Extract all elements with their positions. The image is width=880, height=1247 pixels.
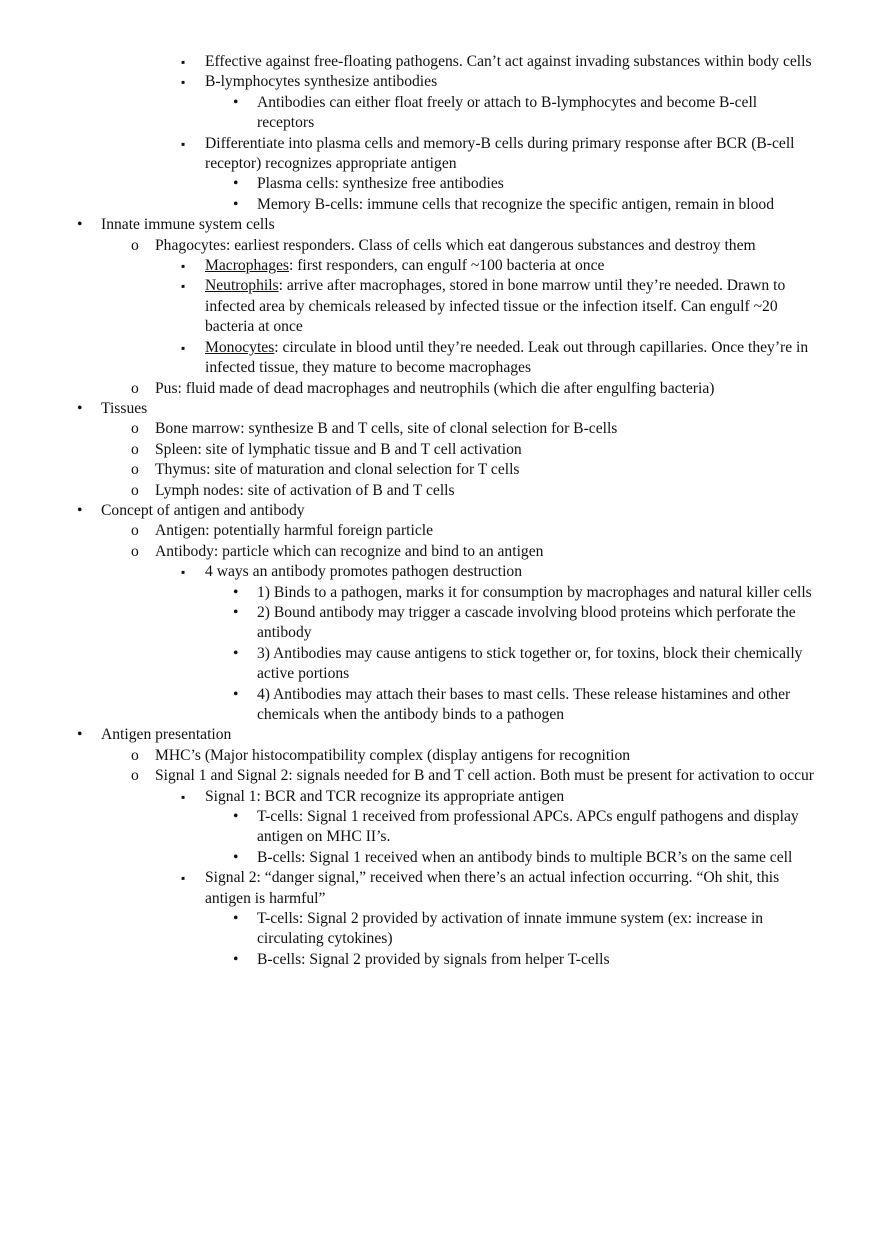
bullet-icon: • <box>77 216 83 234</box>
item-text: T-cells: Signal 2 provided by activation of innate immune system (ex: increase in circulating cytokines) <box>257 910 764 948</box>
bullet-icon: • <box>233 685 239 703</box>
square-bullet-icon: ▪ <box>181 789 186 804</box>
item-text: Antibody: particle which can recognize and bind to an antigen <box>155 542 544 560</box>
list-item <box>0 195 817 215</box>
circle-bullet-icon: o <box>131 522 139 540</box>
bullet-icon: • <box>77 726 83 744</box>
list-item <box>0 848 817 868</box>
list-item <box>0 766 827 786</box>
item-text: 2) Bound antibody may trigger a cascade involving blood proteins which perforate the antibody <box>257 603 796 642</box>
square-bullet-icon: ▪ <box>181 279 186 294</box>
list-item <box>0 256 815 276</box>
circle-bullet-icon: o <box>131 440 139 458</box>
item-text: Bone marrow: synthesize B and T cells, site of clonal selection for B-cells <box>155 420 618 438</box>
list-item <box>0 481 827 501</box>
item-text: Signal 2: “danger signal,” received when there’s an actual infection occurring. “Oh shit, this antigen is harmful” <box>205 869 780 907</box>
item-text: Differentiate into plasma cells and memory-B cells during primary response after BCR (B-cell receptor) recognizes appropriate antigen <box>205 134 795 173</box>
item-text: Phagocytes: earliest responders. Class of cells which eat dangerous substances and destroy them <box>155 236 756 254</box>
item-text: Pus: fluid made of dead macrophages and neutrophils (which die after engulfing bacteria) <box>155 379 715 397</box>
list-item <box>0 583 817 603</box>
circle-bullet-icon: o <box>131 767 139 785</box>
bullet-icon: • <box>233 910 239 928</box>
square-bullet-icon: ▪ <box>181 136 186 151</box>
list-item <box>0 276 815 337</box>
term-macrophages: Macrophages <box>205 257 289 275</box>
section-heading <box>0 725 827 745</box>
item-text: MHC’s (Major histocompatibility complex (display antigens for recognition <box>155 746 631 764</box>
item-text: 4 ways an antibody promotes pathogen destruction <box>205 563 523 581</box>
circle-bullet-icon: o <box>131 461 139 479</box>
list-item <box>0 603 817 644</box>
document-body <box>0 52 880 970</box>
list-item <box>0 93 817 134</box>
item-text: Thymus: site of maturation and clonal selection for T cells <box>155 461 520 479</box>
bullet-icon: • <box>77 501 83 519</box>
item-text: : arrive after macrophages, stored in bone marrow until they’re needed. Drawn to infected area by chemicals released by infected tissue or the infection itself. Can engulf ~20 bacteria at once <box>205 277 786 336</box>
list-item <box>0 174 817 194</box>
list-item <box>0 379 827 399</box>
item-text: : circulate in blood until they’re needed. Leak out through capillaries. Once they’re in infected tissue, they mature to become macrophages <box>205 338 809 377</box>
item-text: Signal 1: BCR and TCR recognize its appropriate antigen <box>205 787 565 805</box>
list-item <box>0 419 827 439</box>
section-heading <box>0 501 827 521</box>
square-bullet-icon: ▪ <box>181 565 186 580</box>
list-item <box>0 72 815 92</box>
square-bullet-icon: ▪ <box>181 340 186 355</box>
list-item <box>0 52 815 72</box>
item-text: Memory B-cells: immune cells that recognize the specific antigen, remain in blood <box>257 195 775 213</box>
list-item <box>0 746 827 766</box>
item-text: 4) Antibodies may attach their bases to mast cells. These release histamines and other chemicals when the antibody binds to a pathogen <box>257 685 791 723</box>
term-neutrophils: Neutrophils <box>205 277 279 295</box>
bullet-icon: • <box>233 644 239 662</box>
square-bullet-icon: ▪ <box>181 55 186 69</box>
item-text: Innate immune system cells <box>101 216 275 234</box>
item-text: Concept of antigen and antibody <box>101 501 305 519</box>
circle-bullet-icon: o <box>131 236 139 254</box>
item-text: Antigen: potentially harmful foreign particle <box>155 522 433 540</box>
item-text: Antibodies can either float freely or attach to B-lymphocytes and become B-cell receptors <box>257 93 758 132</box>
item-text: B-cells: Signal 2 provided by signals from helper T-cells <box>257 950 610 968</box>
bullet-icon: • <box>233 195 239 213</box>
item-text: 1) Binds to a pathogen, marks it for consumption by macrophages and natural killer cells <box>257 583 812 601</box>
bullet-icon: • <box>233 603 239 621</box>
bullet-icon: • <box>77 399 83 417</box>
bullet-icon: • <box>233 848 239 866</box>
list-item <box>0 787 815 807</box>
list-item <box>0 134 815 175</box>
item-text: 3) Antibodies may cause antigens to stick together or, for toxins, block their chemically active portions <box>257 644 803 683</box>
bullet-icon: • <box>233 93 239 111</box>
list-item <box>0 521 827 541</box>
square-bullet-icon: ▪ <box>181 75 186 90</box>
circle-bullet-icon: o <box>131 542 139 560</box>
list-item <box>0 909 817 950</box>
list-item <box>0 542 827 562</box>
bullet-icon: • <box>233 808 239 826</box>
list-item <box>0 807 817 848</box>
list-item <box>0 644 817 685</box>
list-item <box>0 460 827 480</box>
circle-bullet-icon: o <box>131 379 139 397</box>
item-text: Tissues <box>101 399 148 417</box>
list-item <box>0 950 817 970</box>
list-item <box>0 236 827 256</box>
list-item <box>0 562 815 582</box>
item-text: B-cells: Signal 1 received when an antibody binds to multiple BCR’s on the same cell <box>257 848 793 866</box>
list-item <box>0 685 817 726</box>
item-text: T-cells: Signal 1 received from professional APCs. APCs engulf pathogens and display antigen on MHC II’s. <box>257 808 799 846</box>
square-bullet-icon: ▪ <box>181 871 186 886</box>
circle-bullet-icon: o <box>131 746 139 764</box>
term-monocytes: Monocytes <box>205 338 275 356</box>
square-bullet-icon: ▪ <box>181 259 186 274</box>
item-text: : first responders, can engulf ~100 bacteria at once <box>289 257 605 275</box>
item-text: Effective against free-floating pathogens. Can’t act against invading substances within body cells <box>205 53 812 70</box>
section-heading <box>0 215 827 235</box>
list-item <box>0 868 815 909</box>
bullet-icon: • <box>233 175 239 193</box>
item-text: Lymph nodes: site of activation of B and T cells <box>155 481 455 499</box>
item-text: Plasma cells: synthesize free antibodies <box>257 175 504 193</box>
item-text: Spleen: site of lymphatic tissue and B and T cell activation <box>155 440 522 458</box>
circle-bullet-icon: o <box>131 420 139 438</box>
item-text: B-lymphocytes synthesize antibodies <box>205 73 438 91</box>
item-text: Antigen presentation <box>101 726 232 744</box>
circle-bullet-icon: o <box>131 481 139 499</box>
list-item <box>0 440 827 460</box>
section-heading <box>0 399 827 419</box>
bullet-icon: • <box>233 950 239 968</box>
item-text: Signal 1 and Signal 2: signals needed for B and T cell action. Both must be present for activation to occur <box>155 767 814 785</box>
list-item <box>0 338 815 379</box>
bullet-icon: • <box>233 583 239 601</box>
